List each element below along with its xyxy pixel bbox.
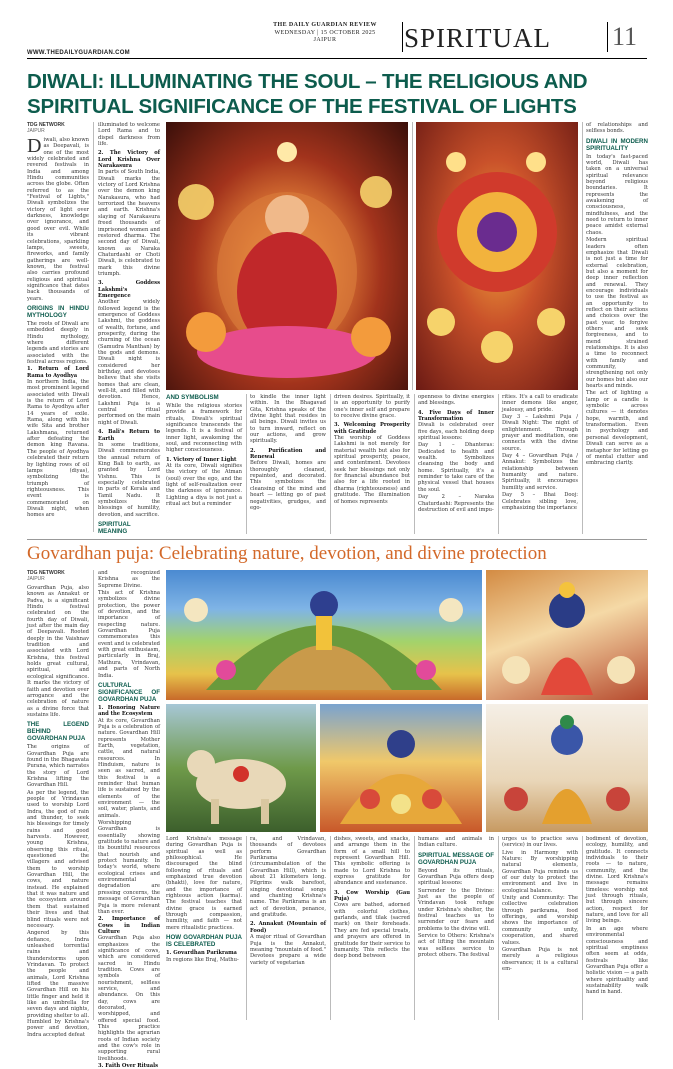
story2-column-3: Lord Krishna's message during Govardhan Puja is spiritual as well as philosophical. He discouraged the blind following of rituals and emphasized true devotion (bhakti), love for nature, and the importance of righteous action (karma). The festival teaches that divine grace is earned through compassion, humility, and faith — not mere ritualistic practices. HOW GOVARDHAN PUJA IS CELEBRATED 1. Govardhan Parikrama In regions like Braj, Mathu- bbox=[166, 836, 242, 963]
issue-date: WEDNESDAY | 15 OCTOBER 2025 bbox=[274, 29, 376, 36]
story1-column-1: TDG NETWORK JAIPUR Diwali, also known as Deepavali, is one of the most widely celebrated and revered festivals in India and among Hindu communities across the globe. Often referred to as the "Festival of Lights," Diwali symbolizes the victory of light over darkness, knowledge over ignorance, and good over evil. While its vibrant celebrations, sparkling lamps, sweets, fireworks, and family gatherings are well-known, the festival also carries profound religious and spiritual significance that dates back thousands of years. ORIGINS IN HINDU MYTHOLOGY The roots of Diwali are embedded deeply in Hindu mythology, where different legends and stories are associated with the festival across regions. 1. Return of Lord Rama to Ayodhya In northern India, the most prominent legend associated with Diwali is the return of Lord Rama to Ayodhya after 14 years of exile. Rama, along with his wife Sita and brother Lakshmana, returned after defeating the demon king Ravana. The people of Ayodhya celebrated their return by lighting rows of oil lamps (diyas), symbolizing the triumph of righteousness. This event is commemorated on Diwali night, when homes are bbox=[27, 122, 89, 519]
subhead: AND SYMBOLISM bbox=[166, 394, 219, 401]
story2-column-4: ra, and Vrindavan, thousands of devotees perform Govardhan Parikrama (circumambulation of the Govardhan Hill), which is about 21 kilometers long. Pilgrims walk barefoot, singing devotional songs and chanting Krishna's name. The Parikrama is an act of devotion, penance, and gratitude. 2. Annakut (Mountain of Food) A major ritual of Govardhan Puja is the Annakut, meaning "mountain of food." Devotees prepare a wide variety of vegetarian bbox=[250, 836, 326, 966]
column-rule bbox=[498, 836, 499, 1020]
subhead: THE LEGEND BEHIND GOVARDHAN PUJA bbox=[27, 721, 89, 743]
column-rule bbox=[330, 836, 331, 1020]
cow-worship-photo bbox=[166, 704, 316, 832]
masthead-info bbox=[250, 22, 400, 45]
annakut-offering-photo bbox=[320, 704, 482, 832]
subhead: SPIRITUAL MEANING bbox=[98, 520, 131, 535]
drop-cap: D bbox=[27, 135, 42, 157]
story1-column-5: driven desires. Spiritually, it is an opportunity to purify one's inner self and prepare to receive divine grace. 3. Welcoming Prosperity with Gratitude The worship of Goddess Lakshmi is not merely for material wealth but also for spiritual prosperity, peace, and contentment. Devotees seek her blessings not only for financial abundance but also for a life rooted in dharma (righteousness) and gratitude. The illumination of homes represents bbox=[334, 394, 410, 505]
column-rule bbox=[582, 836, 583, 1020]
column-rule bbox=[412, 122, 413, 390]
subhead: HOW GOVARDHAN PUJA IS CELEBRATED bbox=[166, 934, 242, 949]
krishna-idol-photo bbox=[486, 570, 648, 700]
diwali-rangoli-photo bbox=[416, 122, 578, 390]
column-rule bbox=[582, 122, 583, 534]
story1-column-4: to kindle the inner light within. In the Bhagavad Gita, Krishna speaks of the divine light that resides in all beings. Diwali invites us to turn inward, reflect on our actions, and grow spiritually. 2. Purification and Renewal Before Diwali, homes are thoroughly cleaned, repainted, and decorated. This symbolizes the cleansing of the mind and heart — letting go of past negativities, grudges, and ego- bbox=[250, 394, 326, 511]
column-rule bbox=[414, 394, 415, 534]
story1-column-2: illuminated to welcome Lord Rama and to dispel darkness from life. 2. The Victory of Lord Krishna Over Narakasura In parts of South India, Diwali marks the victory of Lord Krishna over the demon king Narakasura, who had terrorized the heavens and earth. Krishna's slaying of Narakasura freed thousands of imprisoned women and restored dharma. The second day of Diwali, known as Naraka Chaturdashi or Choti Diwali, is celebrated to mark this divine triumph. 3. Goddess Lakshmi's Emergence Another widely followed legend is the emergence of Goddess Lakshmi, the goddess of wealth, fortune, and prosperity, during the churning of the ocean (Samudra Manthan) by the gods and demons. Diwali night is considered her birthday, and devotees believe that she visits homes that are clean, well-lit, and filled with devotion. Hence, Lakshmi Puja is a central ritual performed on the main night of Diwali. 4. Bali's Return to Earth In some traditions, Diwali commemorates the annual return of King Bali to earth, as granted by Lord Vishnu. This is especially celebrated in parts of Kerala and Tamil Nadu. It symbolizes the blessings of humility, devotion, and sacrifice. SPIRITUAL MEANING bbox=[98, 122, 160, 535]
header-divider bbox=[402, 22, 403, 52]
story2-column-6: humans and animals in Indian culture. SPIRITUAL MESSAGE OF GOVARDHAN PUJA Beyond its rituals, Govardhan Puja offers deep spiritual lessons: Surrender to the Divine: Just as the people of Vrindavan took refuge under Krishna's shelter, the festival teaches us to surrender our fears and problems to the divine will. Service to Others: Krishna's act of lifting the mountain was selfless service to protect others. The festival bbox=[418, 836, 494, 959]
story1-column-8: of relationships and selfless bonds. DIWALI IN MODERN SPIRITUALITY In today's fast-paced world, Diwali has taken on a universal spiritual relevance beyond religious boundaries. It represents the awakening of consciousness, mindfulness, and the need to return to inner peace amidst external chaos. Modern spiritual leaders often emphasize that Diwali is not just a time for external celebration, but also a moment for deep inner reflection and renewal. They encourage individuals to use the festival as an opportunity to reflect on their actions and choices over the past year, to forgive others and seek forgiveness, and to mend strained relationships. It is also a time to reconnect with family and community, strengthening not only our homes but also our hearts and minds. The act of lighting a lamp or a candle is symbolic across cultures — it denotes hope, warmth, and transformation. Even in psychology and personal development, Diwali can serve as a metaphor for letting go of mental clutter and embracing clarity. bbox=[586, 122, 648, 467]
column-rule bbox=[246, 394, 247, 534]
subhead: ORIGINS IN HINDU MYTHOLOGY bbox=[27, 304, 89, 319]
column-rule bbox=[498, 394, 499, 534]
story2-column-8: bodiment of devotion, ecology, humility, and gratitude. It connects individuals to their roots — to nature, community, and the divine. Lord Krishna's message remains timeless: worship not just through rituals, but through sincere action, respect for nature, and love for all living beings. In an age where environmental consciousness and spiritual emptiness often seem at odds, festivals like Govardhan Puja offer a holistic vision — a path where spirituality and sustainability walk hand in hand. bbox=[586, 836, 648, 996]
column-rule bbox=[330, 394, 331, 534]
section-title: SPIRITUAL bbox=[404, 23, 552, 53]
story2-headline: Govardhan puja: Celebrating nature, devotion, and divine protection bbox=[27, 543, 547, 564]
page-number: 11 bbox=[612, 22, 638, 51]
byline: TDG NETWORK JAIPUR bbox=[27, 122, 65, 134]
subhead: DIWALI IN MODERN SPIRITUALITY bbox=[586, 137, 648, 152]
story1-column-3: AND SYMBOLISM While the religious stories provide a framework for rituals, Diwali's spiritual significance transcends the legends. It is a festival of inner light, awakening the soul, and reconnecting with higher consciousness. 1. Victory of Inner Light At its core, Diwali signifies the victory of the Atman (soul) over the ego, and the light of self-realization over the darkness of ignorance. Lighting a diya is not just a ritual act but a reminder bbox=[166, 394, 242, 508]
krishna-illustration-photo bbox=[486, 704, 648, 832]
edition-city: JAIPUR bbox=[313, 37, 337, 43]
story1-headline: DIWALI: ILLUMINATING THE SOUL – THE RELIGIOUS AND SPIRITUAL SIGNIFICANCE OF THE FESTIVAL OF LIGHTS bbox=[27, 70, 588, 118]
story1-column-6: openness to divine energies and blessings. 4. Five Days of Inner Transformation Diwali is celebrated over five days, each holding deep spiritual lessons: Day 1 – Dhanteras: Dedicated to health and wealth. Symbolizes cleansing the body and home. Spiritually, it's a reminder to take care of the physical vessel that houses the soul. Day 2 – Naraka Chaturdashi: Represents the destruction of evil and impu- bbox=[418, 394, 494, 513]
story2-column-5: dishes, sweets, and snacks, and arrange them in the form of a small hill to represent Govardhan Hill. This symbolic offering is made to Lord Krishna to express gratitude for abundance and sustenance. 3. Cow Worship (Gau Puja) Cows are bathed, adorned with colorful clothes, garlands, and tilak (sacred mark) on their foreheads. They are fed special treats, and prayers are offered in gratitude for their service to humanity. This reflects the deep bond between bbox=[334, 836, 410, 960]
header-rule bbox=[27, 58, 647, 59]
story2-column-1: TDG NETWORK JAIPUR Govardhan Puja, also known as Annakut or Padva, is a significant Hindu festival celebrated on the fourth day of Diwali, just after the main day of Deepavali. Rooted deeply in the Vaishnav tradition and associated with Lord Krishna, this festival holds great cultural, spiritual, and ecological significance. It marks the victory of faith and devotion over arrogance and the celebration of nature as a divine force that sustains life. THE LEGEND BEHIND GOVARDHAN PUJA The origins of Govardhan Puja are found in the Bhagavata Purana, which narrates the story of Lord Krishna lifting the Govardhan Hill. As per the legend, the people of Vrindavan used to worship Lord Indra, the god of rain and thunder, to seek his blessings for timely rains and good harvests. However, young Krishna, observing this ritual, questioned the villagers and advised them to worship Govardhan Hill, the cows, and nature instead. He explained that it was nature and the ecosystem around them that sustained their lives and that blind rituals were not necessary. Angered by this defiance, Indra unleashed torrential rains and thunderstorms upon Vrindavan. To protect the people and animals, Lord Krishna lifted the massive Govardhan Hill on his little finger and held it like an umbrella for seven days and nights, providing shelter to all. Humbled by Krishna's power and devotion, Indra accepted defeat bbox=[27, 570, 89, 1038]
subhead: CULTURAL SIGNIFICANCE OF GOVARDHAN PUJA bbox=[98, 681, 160, 703]
column-rule bbox=[246, 836, 247, 1020]
story1-column-7: rities. It's a call to eradicate inner demons like anger, jealousy, and pride. Day 3 – Lakshmi Puja / Diwali Night: The night of enlightenment. Through prayer and meditation, one connects with the divine source. Day 4 – Govardhan Puja / Annakut: Symbolizes the relationship between humanity and nature. Spiritually, it encourages humility and service. Day 5 – Bhai Dooj: Celebrates sibling love, emphasizing the importance bbox=[502, 394, 578, 511]
story2-column-2: and recognized Krishna as the Supreme Divine. This act of Krishna symbolizes divine protection, the power of devotion, and the importance of respecting nature. Govardhan Puja commemorates this event and is celebrated with great enthusiasm, particularly in Braj, Mathura, Vrindavan, and parts of North India. CULTURAL SIGNIFICANCE OF GOVARDHAN PUJA 1. Honoring Nature and the Ecosystem At its core, Govardhan Puja is a celebration of nature. Govardhan Hill represents Mother Earth, vegetation, cattle, and natural resources. In Hinduism, nature is seen as sacred, and this festival is a reminder that human life is sustained by the elements of the environment — the soil, water, plants, and animals. Worshipping Govardhan is essentially showing gratitude to nature and its bountiful resources that nourish and protect humanity. In today's world, where ecological crises and environmental degradation are pressing concerns, the message of Govardhan Puja is more relevant than ever. 2. Importance of Cows in Indian Culture Govardhan Puja also emphasizes the significance of cows, which are considered sacred in Hindu tradition. Cows are symbols of nourishment, selfless service, and abundance. On this day, cows are decorated, worshipped, and offered special food. This practice highlights the agrarian roots of Indian society and the cow's role in supporting rural livelihoods. 3. Faith Over Rituals bbox=[98, 570, 160, 1069]
govardhan-hill-photo bbox=[166, 570, 482, 700]
column-rule bbox=[93, 122, 94, 532]
column-rule bbox=[414, 836, 415, 1020]
story2-column-7: urges us to practice seva (service) in our lives. Live in Harmony with Nature: By worshipping natural elements, Govardhan Puja reminds us of our duty to protect the environment and live in ecological balance. Unity and Community: The collective celebration through parikrama, food offerings, and worship shows the importance of community unity, cooperation, and shared values. Govardhan Puja is not merely a religious observance; it is a cultural em- bbox=[502, 836, 578, 972]
diwali-lakshmi-photo bbox=[166, 122, 408, 390]
story-divider bbox=[27, 539, 647, 540]
subhead: SPIRITUAL MESSAGE OF GOVARDHAN PUJA bbox=[418, 851, 494, 866]
column-rule bbox=[93, 570, 94, 1020]
paper-name: THE DAILY GUARDIAN REVIEW bbox=[273, 22, 377, 28]
byline: TDG NETWORK JAIPUR bbox=[27, 570, 65, 582]
header-divider bbox=[607, 22, 608, 52]
site-url[interactable]: WWW.THEDAILYGUARDIAN.COM bbox=[27, 50, 130, 56]
